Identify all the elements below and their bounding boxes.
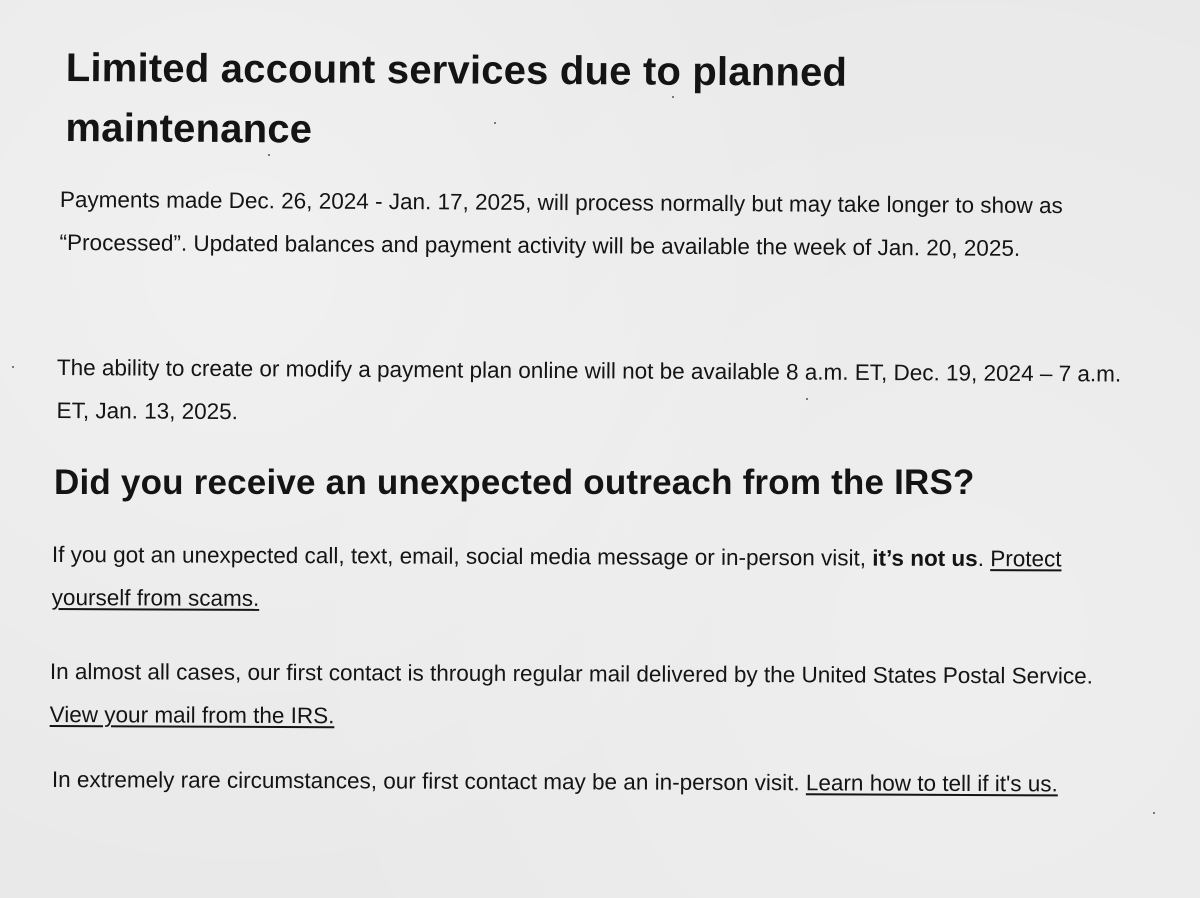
maintenance-payments-paragraph: Payments made Dec. 26, 2024 - Jan. 17, 2025, will process normally but may take longer to show as “Processed”. Updated balances and payment activity will be available the week of Jan. 20, 2025. [59,186,1063,261]
outreach-visit-text: In extremely rare circumstances, our first contact may be an in-person visit. [51,766,806,796]
view-mail-link[interactable]: View your mail from the IRS. [49,701,335,729]
outreach-heading: Did you receive an unexpected outreach from the IRS? [54,463,975,502]
protect-from-scams-link[interactable]: Protect yourself from scams. [51,546,1062,611]
paper-speck [12,366,14,368]
paper-speck [806,398,808,400]
learn-how-to-tell-link[interactable]: Learn how to tell if it's us. [805,770,1058,797]
maintenance-heading: Limited account services due to planned maintenance [65,45,848,152]
paper-speck [268,154,270,156]
outreach-mail-text: In almost all cases, our first contact is through regular mail delivered by the United States Postal Service. [49,658,1093,689]
outreach-scam-text: If you got an unexpected call, text, email, social media message or in-person visit, [51,541,873,571]
paper-speck [1153,812,1155,814]
paper-speck [672,96,674,98]
outreach-visit-paragraph [52,758,1142,806]
paper-speck [494,122,496,124]
outreach-mail-paragraph [50,650,1120,741]
not-us-emphasis: it’s not us [872,545,978,572]
outreach-scam-paragraph [52,533,1122,624]
maintenance-payment-plan-paragraph: The ability to create or modify a payment plan online will not be available 8 a.m. ET, Dec. 19, 2024 – 7 a.m. ET, Jan. 13, 2025. [56,354,1122,425]
outreach-scam-period: . [977,546,991,572]
